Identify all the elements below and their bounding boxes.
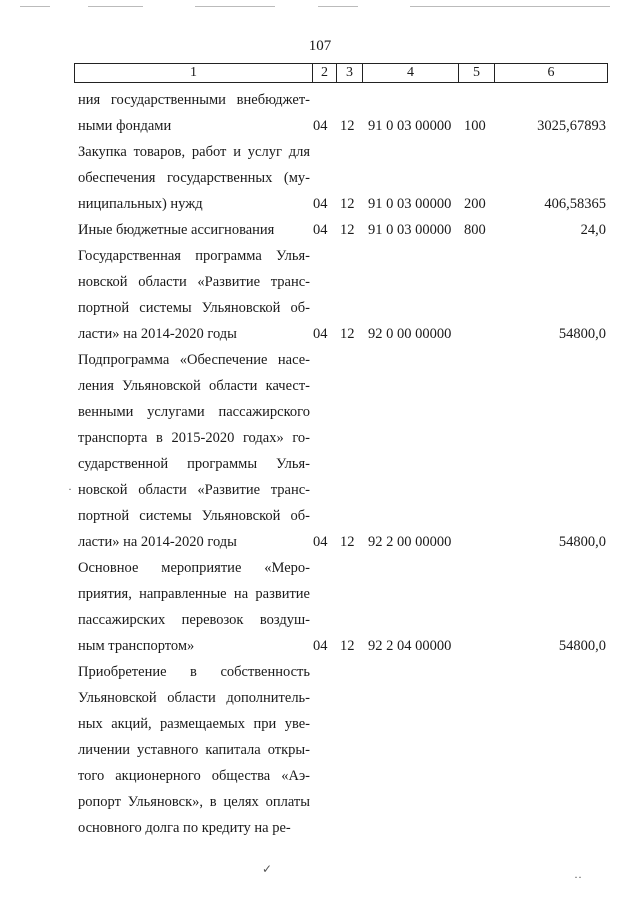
row-text-line: личении уставного капитала откры- — [78, 742, 310, 758]
row-text-line: ниципальных) нужд — [78, 196, 203, 212]
row-text-line: портной системы Ульяновской об- — [78, 300, 310, 316]
row-text-line: обеспечения государственных (му- — [78, 170, 310, 186]
cell-c2: 04 — [313, 638, 328, 654]
row-text-line: сударственной программы Улья- — [78, 456, 310, 472]
cell-c4: 92 2 04 00000 — [368, 638, 452, 654]
cell-c5: 100 — [464, 118, 486, 134]
row-text-line: ласти» на 2014-2020 годы — [78, 534, 237, 550]
header-col-2: 2 — [313, 64, 337, 82]
row-text-line: ным транспортом» — [78, 638, 195, 654]
cell-c2: 04 — [313, 326, 328, 342]
cell-c3: 12 — [340, 534, 355, 550]
page-number: 107 — [308, 38, 332, 54]
cell-c2: 04 — [313, 534, 328, 550]
row-text-line: ными фондами — [78, 118, 172, 134]
row-text-line: Подпрограмма «Обеспечение насе- — [78, 352, 310, 368]
cell-c4: 91 0 03 00000 — [368, 118, 452, 134]
row-text-line: Основное мероприятие «Меро- — [78, 560, 310, 576]
row-text-line: пассажирских перевозок воздуш- — [78, 612, 310, 628]
scan-mark: ✓ — [262, 862, 273, 876]
cell-c3: 12 — [340, 222, 355, 238]
row-text-line: Иные бюджетные ассигнования — [78, 222, 275, 238]
cell-c6: 54800,0 — [558, 638, 606, 654]
row-text-line: Государственная программа Улья- — [78, 248, 310, 264]
header-col-5: 5 — [459, 64, 495, 82]
row-text-line: того акционерного общества «Аэ- — [78, 768, 310, 784]
cell-c3: 12 — [340, 118, 355, 134]
cell-c6: 3025,67893 — [537, 118, 606, 134]
table-header — [74, 63, 608, 83]
row-text-line: портной системы Ульяновской об- — [78, 508, 310, 524]
header-col-1: 1 — [75, 64, 313, 82]
cell-c3: 12 — [340, 196, 355, 212]
row-text-line: новской области «Развитие транс- — [78, 274, 310, 290]
row-text-line: новской области «Развитие транс- — [78, 482, 310, 498]
header-col-6: 6 — [547, 65, 555, 80]
row-text-line: венными услугами пассажирского — [78, 404, 310, 420]
cell-c6: 54800,0 — [558, 534, 606, 550]
row-text-line: Ульяновской области дополнитель- — [78, 690, 310, 706]
cell-c3: 12 — [340, 638, 355, 654]
row-text-line: Приобретение в собственность — [78, 664, 310, 680]
row-text-line: ных акций, размещаемых при уве- — [78, 716, 310, 732]
row-text-line: ления Ульяновской области качест- — [78, 378, 310, 394]
row-text-line: основного долга по кредиту на ре- — [78, 820, 291, 836]
row-text-line: Закупка товаров, работ и услуг для — [78, 144, 310, 160]
row-text-line: ропорт Ульяновск», в целях оплаты — [78, 794, 310, 810]
row-text-line: ния государственными внебюджет- — [78, 92, 310, 108]
row-text-line: приятия, направленные на развитие — [78, 586, 310, 602]
cell-c2: 04 — [313, 222, 328, 238]
cell-c4: 92 2 00 00000 — [368, 534, 452, 550]
cell-c2: 04 — [313, 196, 328, 212]
cell-c4: 91 0 03 00000 — [368, 196, 452, 212]
header-col-3: 3 — [337, 64, 363, 82]
cell-c6: 24,0 — [580, 222, 606, 238]
scan-mark: ·· — [574, 870, 582, 884]
cell-c6: 406,58365 — [544, 196, 606, 212]
cell-c2: 04 — [313, 118, 328, 134]
cell-c5: 800 — [464, 222, 486, 238]
cell-c3: 12 — [340, 326, 355, 342]
cell-c4: 92 0 00 00000 — [368, 326, 452, 342]
cell-c4: 91 0 03 00000 — [368, 222, 452, 238]
row-text-line: транспорта в 2015-2020 годах» го- — [78, 430, 310, 446]
cell-c5: 200 — [464, 196, 486, 212]
cell-c6: 54800,0 — [558, 326, 606, 342]
scan-mark: · — [68, 482, 72, 496]
header-col-4: 4 — [363, 64, 459, 82]
row-text-line: ласти» на 2014-2020 годы — [78, 326, 237, 342]
